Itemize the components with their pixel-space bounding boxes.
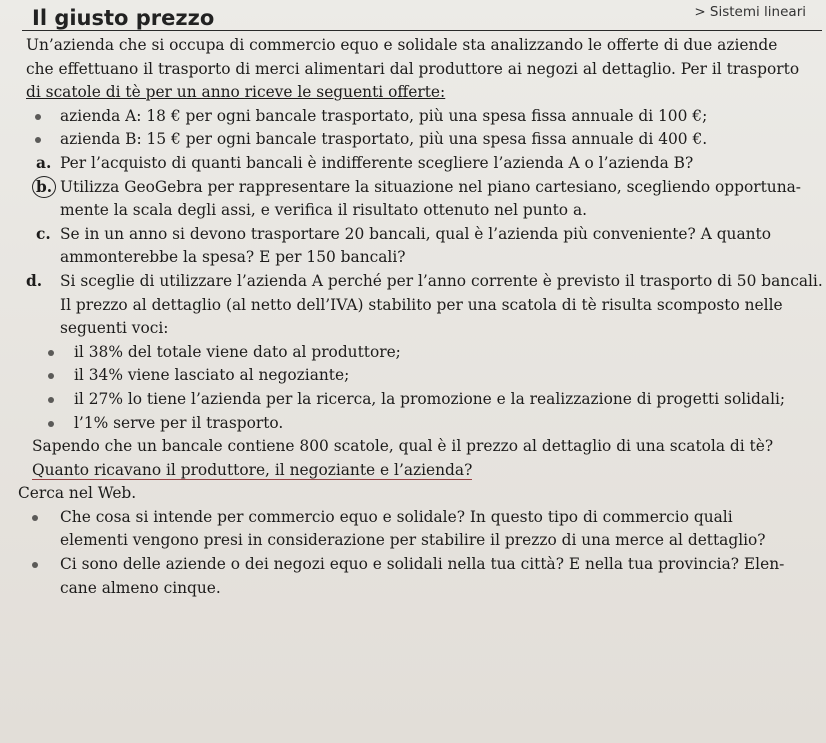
price-text: il 38% del totale viene dato al produttore; (74, 342, 401, 361)
web-item (26, 553, 816, 577)
question-text: Il prezzo al dettaglio (al netto dell’IVA) stabilito per una scatola di tè risulta scomposto nelle (60, 295, 783, 314)
closing-line: Sapendo che un bancale contiene 800 scatole, qual è il prezzo al dettaglio di una scatola di tè? (32, 437, 774, 456)
question-c (26, 223, 816, 247)
intro-line: di scatole di tè per un anno riceve le seguenti offerte: (26, 83, 446, 102)
question-text: Per l’acquisto di quanti bancali è indifferente scegliere l’azienda A o l’azienda B? (60, 153, 694, 172)
price-item (26, 412, 816, 436)
question-letter: d. (26, 271, 43, 290)
question-text: Utilizza GeoGebra per rappresentare la situazione nel piano cartesiano, scegliendo opportuna- (60, 177, 801, 196)
bullet-icon (35, 114, 41, 120)
closing-line (26, 459, 816, 483)
question-a (26, 152, 816, 176)
price-item (26, 341, 816, 365)
bullet-icon (48, 373, 54, 379)
offer-text: azienda B: 15 € per ogni bancale trasportato, più una spesa fissa annuale di 400 €. (60, 130, 708, 149)
web-text: cane almeno cinque. (60, 578, 221, 597)
question-letter: a. (36, 153, 52, 172)
offer-text: azienda A: 18 € per ogni bancale trasportato, più una spesa fissa annuale di 100 €; (60, 106, 708, 125)
question-letter (36, 176, 60, 200)
price-item (26, 388, 816, 412)
bullet-icon (32, 562, 38, 568)
offer-item (26, 105, 816, 129)
section-label: > Sistemi lineari (694, 4, 806, 20)
web-title: Cerca nel Web. (18, 484, 137, 503)
intro-line: Un’azienda che si occupa di commercio equo e solidale sta analizzando le offerte di due aziende (26, 36, 778, 54)
page-header (22, 4, 822, 31)
price-item (26, 364, 816, 388)
offer-item (26, 128, 816, 152)
question-text: ammonterebbe la spesa? E per 150 bancali? (60, 248, 406, 267)
web-text: elementi vengono presi in considerazione per stabilire il prezzo di una merce al dettaglio? (60, 531, 766, 550)
page-title: Il giusto prezzo (32, 6, 215, 30)
question-b (26, 176, 816, 200)
price-text: il 27% lo tiene l’azienda per la ricerca, la promozione e la realizzazione di progetti solidali; (74, 389, 786, 408)
bullet-icon (35, 137, 41, 143)
circled-letter: b. (32, 176, 56, 198)
web-text: Ci sono delle aziende o dei negozi equo e solidali nella tua città? E nella tua provincia? Elen- (60, 555, 785, 574)
question-text: Si sceglie di utilizzare l’azienda A perché per l’anno corrente è previsto il trasporto di 50 bancali. (60, 271, 823, 290)
question-d (26, 270, 823, 294)
web-item (26, 506, 816, 530)
intro-line: che effettuano il trasporto di merci alimentari dal produttore ai negozi al dettaglio. Per il trasporto (26, 59, 800, 78)
question-text: Se in un anno si devono trasportare 20 bancali, qual è l’azienda più conveniente? A quanto (60, 224, 771, 243)
bullet-icon (32, 515, 38, 521)
question-text: mente la scala degli assi, e verifica il risultato ottenuto nel punto a. (60, 201, 588, 220)
web-text: Che cosa si intende per commercio equo e solidale? In questo tipo di commercio quali (60, 507, 733, 526)
price-text: il 34% viene lasciato al negoziante; (74, 366, 350, 385)
closing-text: Quanto ricavano il produttore, il negoziante e l’azienda? (32, 460, 473, 479)
exercise-body (18, 34, 823, 600)
bullet-icon (48, 421, 54, 427)
question-letter: c. (36, 224, 51, 243)
bullet-icon (48, 397, 54, 403)
bullet-icon (48, 350, 54, 356)
question-text: seguenti voci: (60, 319, 169, 338)
price-text: l’1% serve per il trasporto. (74, 413, 284, 432)
